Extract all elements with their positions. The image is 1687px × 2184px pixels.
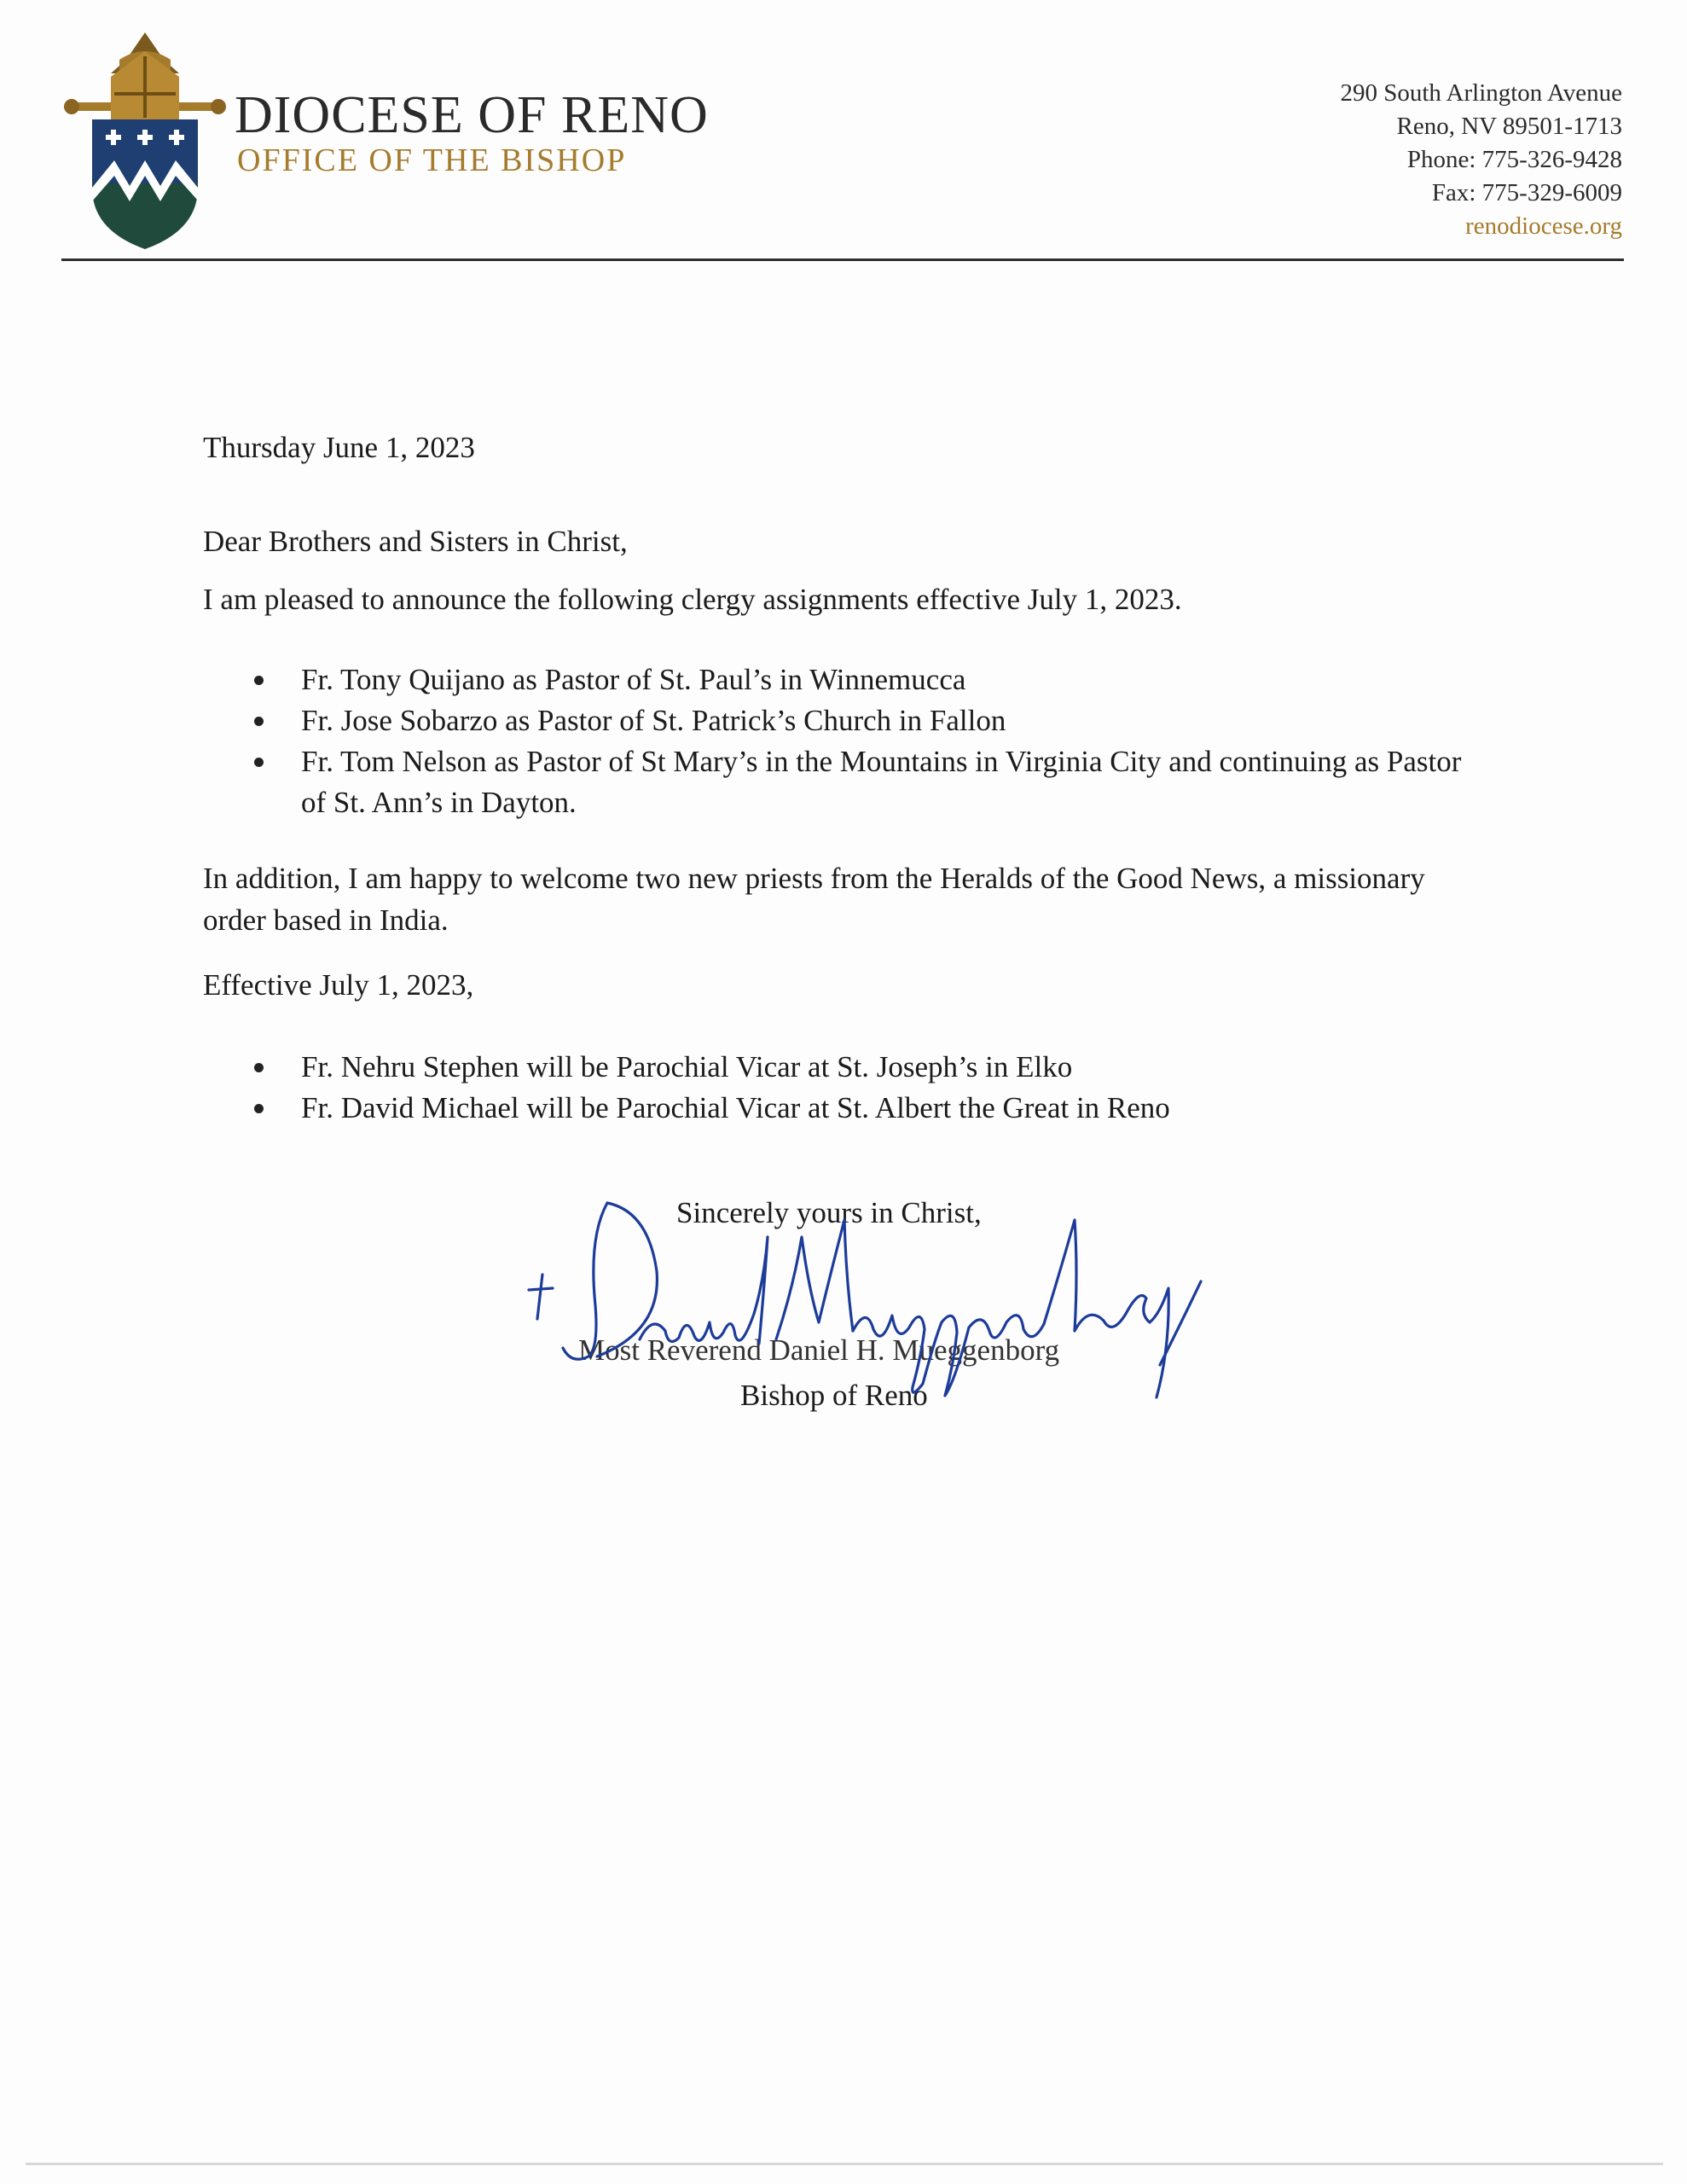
fax-number: Fax: 775-329-6009: [1431, 179, 1622, 206]
assignments-list: [203, 659, 1482, 823]
office-name: OFFICE OF THE BISHOP: [237, 142, 627, 178]
list-item: Fr. Tony Quijano as Pastor of St. Paul’s in Winnemucca: [203, 659, 1482, 700]
page-bottom-edge: [26, 2163, 1663, 2165]
contact-block: [1340, 77, 1622, 243]
header-divider: [61, 258, 1624, 261]
effective-line: Effective July 1, 2023,: [203, 968, 474, 1002]
website-link[interactable]: renodiocese.org: [1465, 212, 1622, 240]
diocese-crest-icon: [60, 26, 230, 256]
addition-paragraph: In addition, I am happy to welcome two new priests from the Heralds of the Good News, a missionary order based in India.: [203, 862, 1425, 937]
list-item: Fr. Jose Sobarzo as Pastor of St. Patrick’s Church in Fallon: [203, 700, 1482, 741]
handwritten-signature: [512, 1186, 1330, 1416]
signer-title: Bishop of Reno: [740, 1379, 928, 1412]
letter-date: Thursday June 1, 2023: [203, 431, 475, 464]
new-priests-list: [203, 1047, 1482, 1129]
org-name: DIOCESE OF RENO: [235, 86, 709, 144]
phone-number: Phone: 775-326-9428: [1406, 146, 1622, 173]
list-item: Fr. Nehru Stephen will be Parochial Vicar at St. Joseph’s in Elko: [203, 1047, 1482, 1088]
address-line-2: Reno, NV 89501-1713: [1396, 113, 1622, 140]
closing-line: Sincerely yours in Christ,: [676, 1196, 982, 1229]
list-item: Fr. Tom Nelson as Pastor of St Mary’s in the Mountains in Virginia City and continuing as Pastor of St. Ann’s in Dayton.: [203, 741, 1482, 823]
intro-paragraph: I am pleased to announce the following clergy assignments effective July 1, 2023.: [203, 583, 1182, 616]
address-line-1: 290 South Arlington Avenue: [1340, 79, 1622, 107]
list-item: Fr. David Michael will be Parochial Vicar at St. Albert the Great in Reno: [203, 1088, 1482, 1129]
salutation: Dear Brothers and Sisters in Christ,: [203, 525, 628, 558]
signer-name: Most Reverend Daniel H. Mueggenborg: [578, 1333, 1060, 1367]
